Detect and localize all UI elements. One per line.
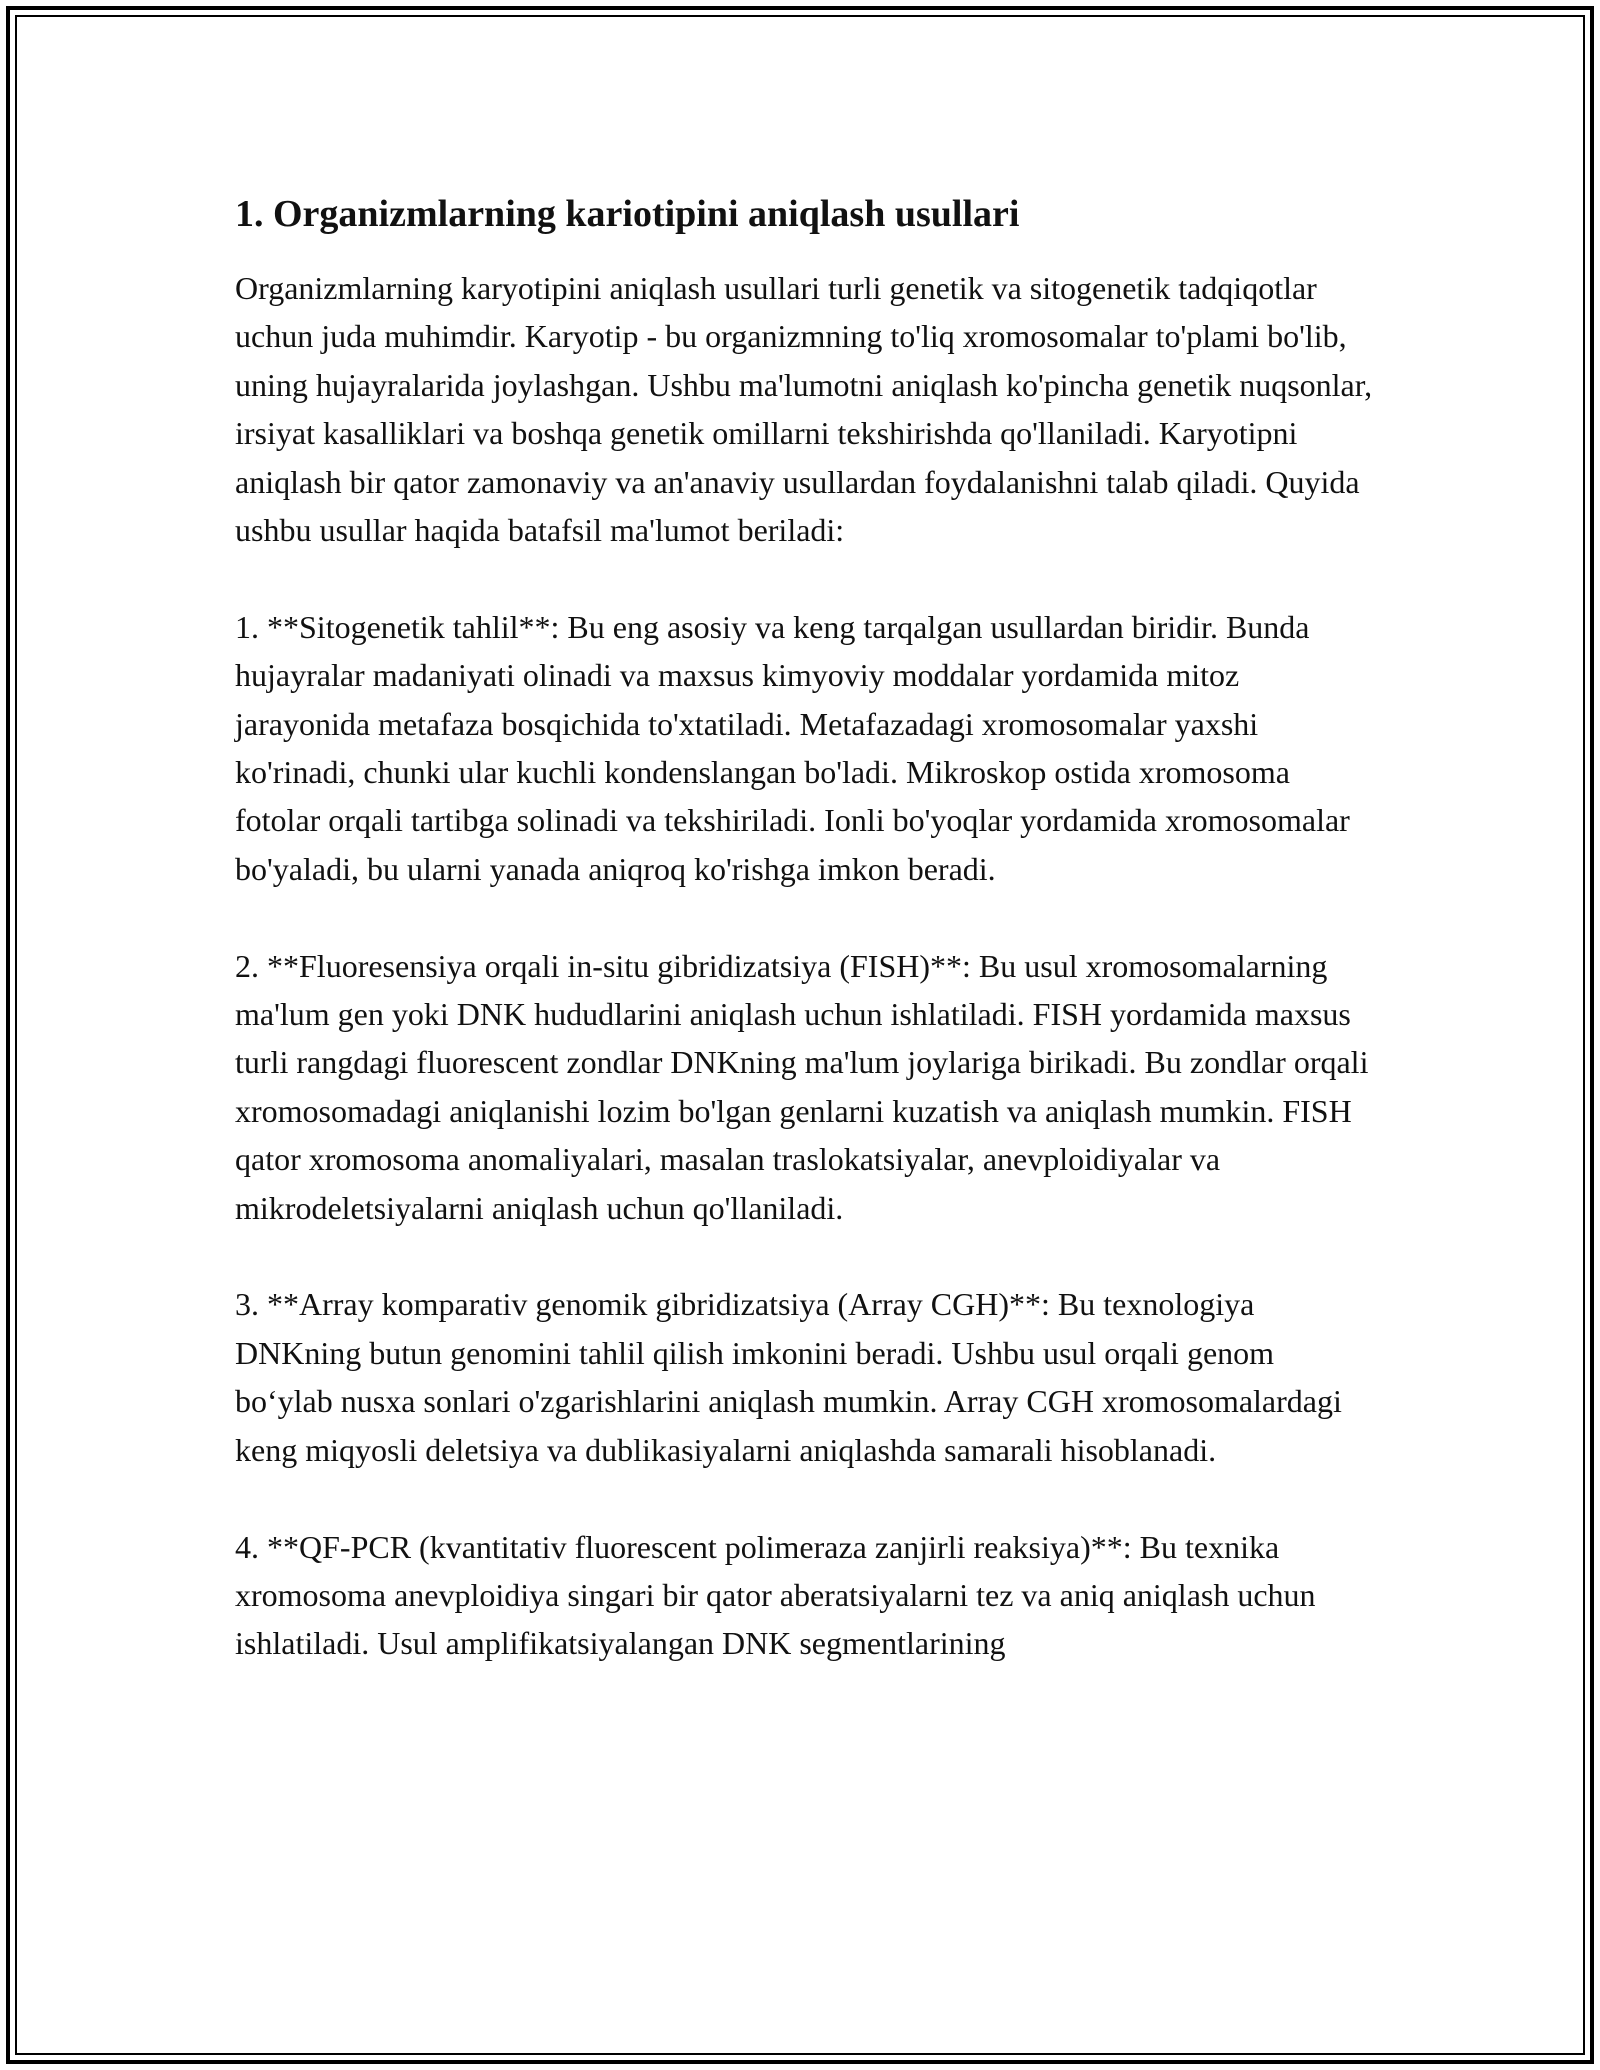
intro-paragraph: Organizmlarning karyotipini aniqlash usullari turli genetik va sitogenetik tadqiqotlar uchun juda muhimdir. Karyotip - bu organizmning to'liq xromosomalar to'plami bo'lib, uning hujayralarida joylashgan. Ushbu ma'lumotni aniqlash ko'pincha genetik nuqsonlar, irsiyat kasalliklari va boshqa genetik omillarni tekshirishda qo'llaniladi. Karyotipni aniqlash bir qator zamonaviy va an'anaviy usullardan foydalanishni talab qiladi. Quyida ushbu usullar haqida batafsil ma'lumot beriladi: (235, 270, 1373, 549)
method-paragraph-fish: 2. **Fluoresensiya orqali in-situ gibridizatsiya (FISH)**: Bu usul xromosomalarning ma'lum gen yoki DNK hududlarini aniqlash uchun ishlatiladi. FISH yordamida maxsus turli rangdagi fluorescent zondlar DNKning ma'lum joylariga birikadi. Bu zondlar orqali xromosomadagi aniqlanishi lozim bo'lgan genlarni kuzatish va aniqlash mumkin. FISH qator xromosoma anomaliyalari, masalan traslokatsiyalar, anevploidiyalar va mikrodeletsiyalarni aniqlash uchun qo'llaniladi. (235, 947, 1369, 1226)
document-body (235, 188, 1375, 1716)
method-paragraph-sitogenetik: 1. **Sitogenetik tahlil**: Bu eng asosiy va keng tarqalgan usullardan biridir. Bunda hujayralar madaniyati olinadi va maxsus kimyoviy moddalar yordamida mitoz jarayonida metafaza bosqichida to'xtatiladi. Metafazadagi xromosomalar yaxshi ko'rinadi, chunki ular kuchli kondenslangan bo'ladi. Mikroskop ostida xromosoma fotolar orqali tartibga solinadi va tekshiriladi. Ionli bo'yoqlar yordamida xromosomalar bo'yaladi, bu ularni yanada aniqroq ko'rishga imkon beradi. (235, 608, 1350, 887)
method-paragraph-qf-pcr: 4. **QF-PCR (kvantitativ fluorescent polimeraza zanjirli reaksiya)**: Bu texnika xromosoma anevploidiya singari bir qator aberatsiyalarni tez va aniq aniqlash uchun ishlatiladi. Usul amplifikatsiyalangan DNK segmentlarining (235, 1528, 1316, 1662)
section-heading: 1. Organizmlarning kariotipini aniqlash usullari (235, 193, 1020, 235)
method-paragraph-array-cgh: 3. **Array komparativ genomik gibridizatsiya (Array CGH)**: Bu texnologiya DNKning butun genomini tahlil qilish imkonini beradi. Ushbu usul orqali genom bo‘ylab nusxa sonlari o'zgarishlarini aniqlash mumkin. Array CGH xromosomalardagi keng miqyosli deletsiya va dublikasiyalarni aniqlashda samarali hisoblanadi. (235, 1286, 1342, 1468)
